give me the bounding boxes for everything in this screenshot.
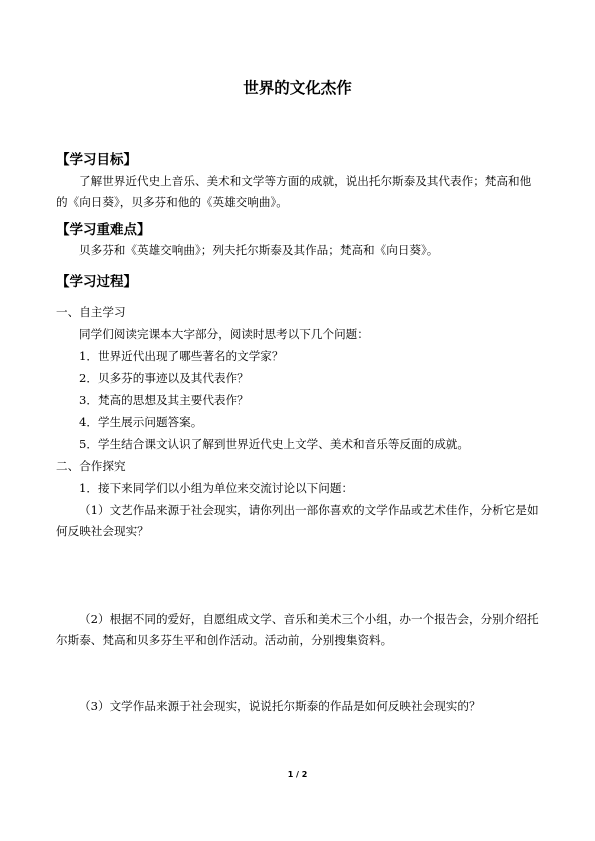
list-item: 4．学生展示问题答案。 (79, 415, 203, 429)
process-heading: 【学习过程】 (56, 274, 137, 290)
list-item: 5．学生结合课文认识了解到世界近代史上文学、美术和音乐等反面的成就。 (79, 437, 469, 451)
page-title: 世界的文化杰作 (243, 79, 352, 97)
question-2: （2）根据不同的爱好，自愿组成文学、音乐和美术三个小组，办一个报告会，分别介绍托尔斯泰、梵高和贝多芬生平和创作活动。活动前，分别搜集资料。 (56, 612, 539, 647)
list-item: 1．世界近代出现了哪些著名的文学家？ (79, 349, 284, 363)
question-3: （3）文学作品来源于社会现实，说说托尔斯泰的作品是如何反映社会现实的？ (79, 699, 481, 713)
list-item: 3．梵高的思想及其主要代表作？ (79, 393, 249, 407)
goal-heading: 【学习目标】 (56, 152, 137, 168)
part1-title: 一、自主学习 (56, 305, 126, 319)
goal-text: 了解世界近代史上音乐、美术和文学等方面的成就，说出托尔斯泰及其代表作；梵高和他的《向日葵》，贝多芬和他的《英雄交响曲》。 (56, 174, 532, 209)
key-text: 贝多芬和《英雄交响曲》；列夫托尔斯泰及其作品；梵高和《向日葵》。 (79, 243, 439, 257)
part2-intro: 1．接下来同学们以小组为单位来交流讨论以下问题： (79, 481, 354, 495)
part2-title: 二、合作探究 (56, 459, 126, 473)
question-1: （1）文艺作品来源于社会现实，请你列出一部你喜欢的文学作品或艺术佳作，分析它是如何反映社会现实？ (56, 503, 539, 538)
part1-intro: 同学们阅读完课本大字部分，阅读时思考以下几个问题： (79, 327, 369, 341)
list-item: 2．贝多芬的事迹以及其代表作？ (79, 371, 249, 385)
key-heading: 【学习重难点】 (56, 222, 151, 238)
page-number: 1 / 2 (287, 770, 308, 779)
